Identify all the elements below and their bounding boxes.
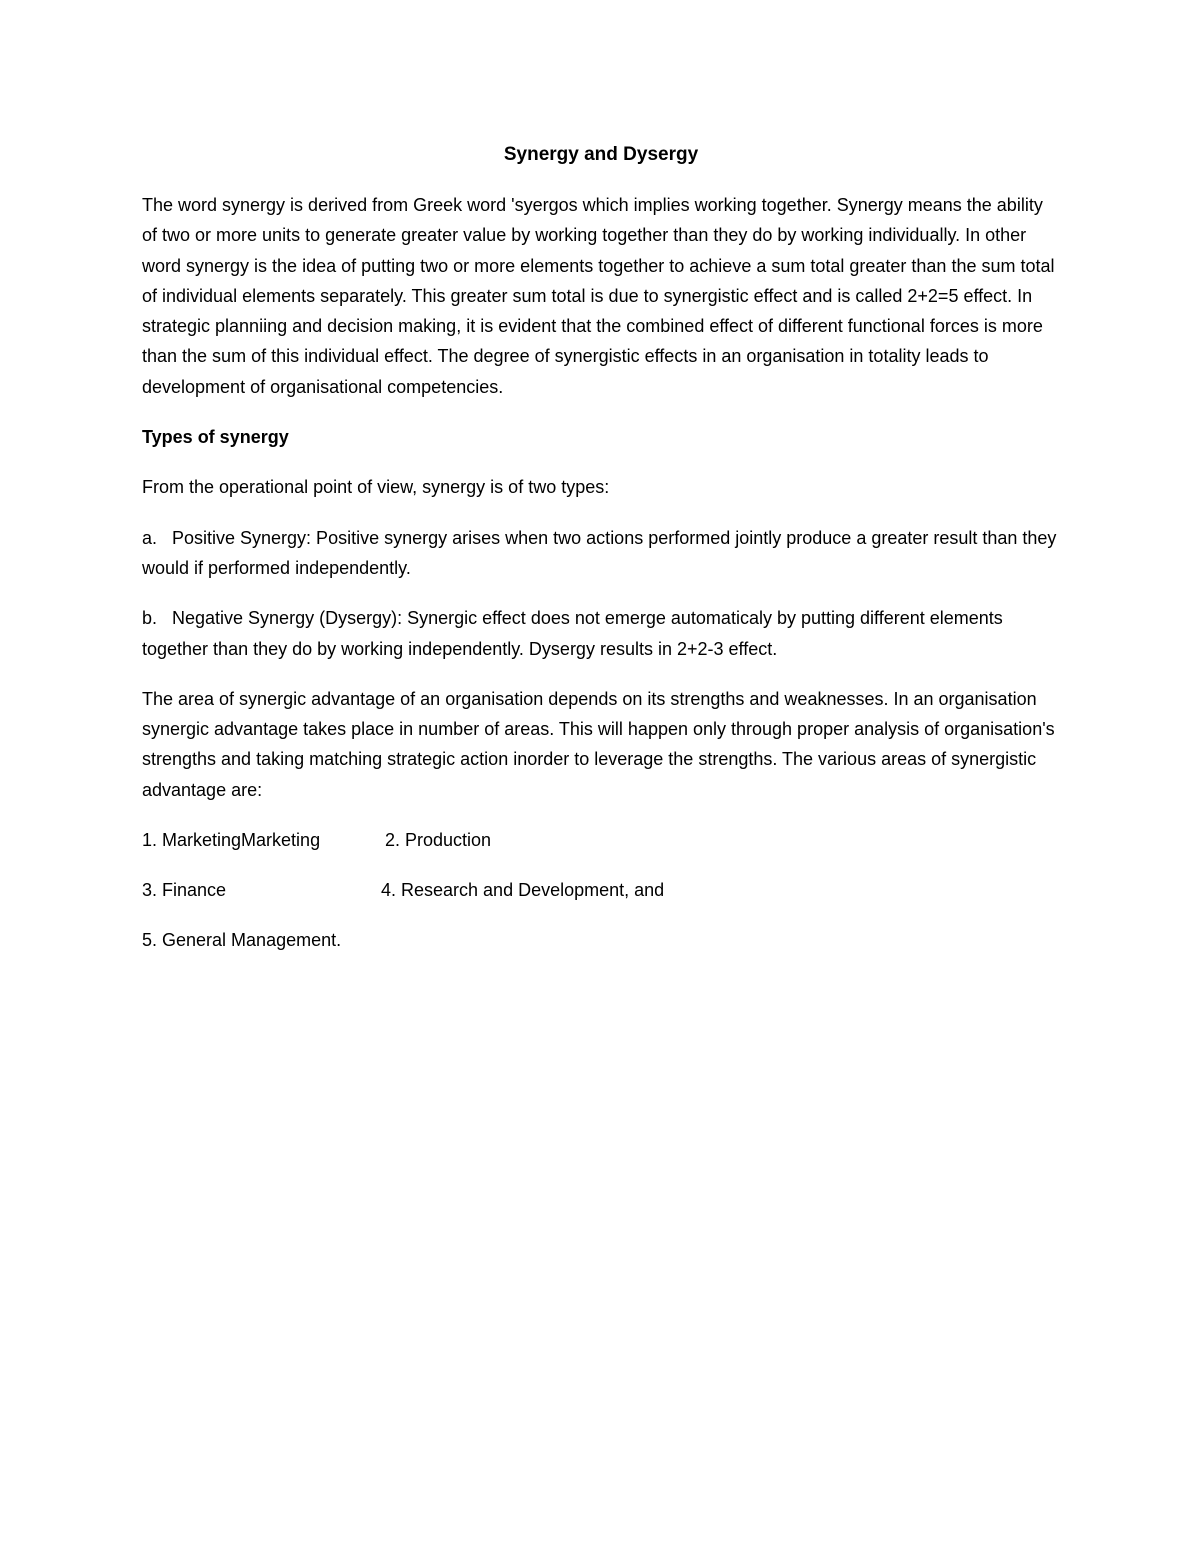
document-body	[142, 140, 1060, 975]
areas-intro-paragraph: The area of synergic advantage of an organisation depends on its strengths and weaknesses. In an organisation synergic advantage takes place in number of areas. This will happen only through proper analysis of organisation's strengths and taking matching strategic action inorder to leverage the strengths. The various areas of synergistic advantage are:	[142, 688, 1055, 800]
type-a-text: Positive Synergy: Positive synergy arises when two actions performed jointly produce a greater result than they would if performed independently.	[142, 527, 1057, 578]
area-item-4: 4. Research and Development, and	[381, 880, 665, 901]
type-b-label: b.	[142, 608, 158, 629]
areas-row-3	[142, 925, 1060, 955]
document-title: Synergy and Dysergy	[503, 144, 699, 165]
area-item-1: 1. MarketingMarketing	[142, 830, 321, 851]
area-item-2: 2. Production	[385, 830, 492, 851]
type-a-paragraph	[142, 523, 1060, 584]
type-b-paragraph	[142, 603, 1060, 664]
areas-row-1	[142, 825, 1060, 855]
area-item-5: 5. General Management.	[142, 930, 342, 951]
area-item-3: 3. Finance	[142, 880, 227, 901]
type-a-label: a.	[142, 527, 158, 548]
type-b-text: Negative Synergy (Dysergy): Synergic effect does not emerge automaticaly by putting different elements together than they do by working independently. Dysergy results in 2+2-3 effect.	[142, 608, 1003, 659]
types-heading: Types of synergy	[142, 427, 289, 448]
intro-paragraph: The word synergy is derived from Greek word 'syergos which implies working together. Synergy means the ability of two or more units to generate greater value by working together than they do by working individually. In other word synergy is the idea of putting two or more elements together to achieve a sum total greater than the sum total of individual elements separately. This greater sum total is due to synergistic effect and is called 2+2=5 effect. In strategic planniing and decision making, it is evident that the combined effect of different functional forces is more than the sum of this individual effect. The degree of synergistic effects in an organisation in totality leads to development of organisational competencies.	[142, 195, 1055, 397]
areas-row-2	[142, 875, 1060, 905]
types-intro-paragraph: From the operational point of view, synergy is of two types:	[142, 477, 610, 498]
